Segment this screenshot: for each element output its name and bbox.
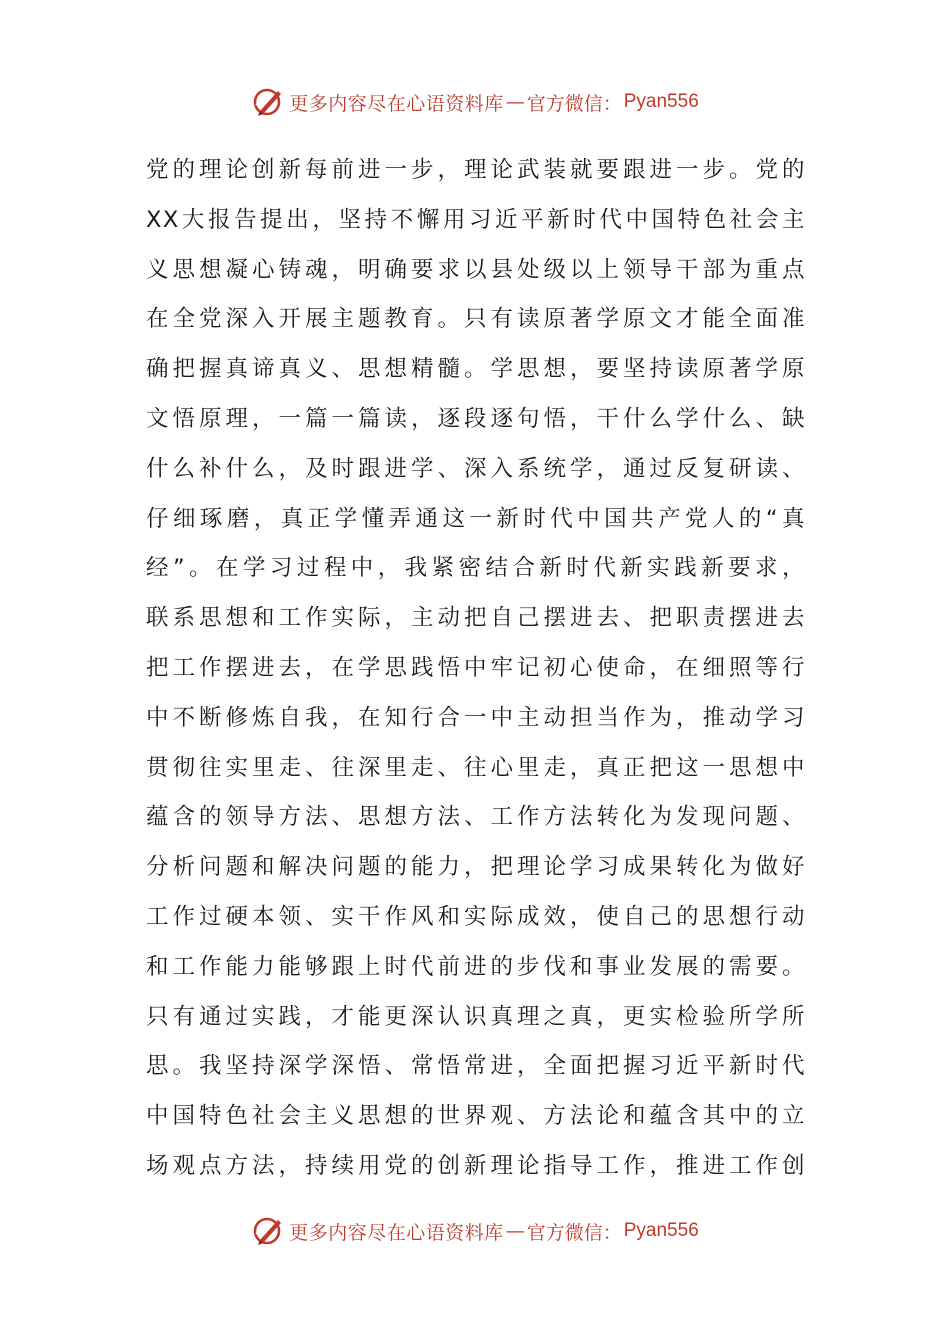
- body-line: 中不断修炼自我，在知行合一中主动担当作为，推动学习: [146, 704, 806, 731]
- header-banner-text: 更多内容尽在心语资料库: [289, 92, 504, 115]
- header-banner-dash: —: [505, 91, 525, 113]
- body-line: 场观点方法，持续用党的创新理论指导工作，推进工作创: [146, 1152, 806, 1179]
- body-line: 联系思想和工作实际，主动把自己摆进去、把职责摆进去: [146, 605, 806, 632]
- pen-circle-logo-icon: [251, 85, 285, 119]
- body-line: 和工作能力能够跟上时代前进的步伐和事业发展的需要。: [146, 953, 806, 980]
- footer-banner-dash: —: [505, 1220, 525, 1242]
- header-wechat-id: Pyan556: [623, 91, 699, 112]
- body-line: 分析问题和解决问题的能力，把理论学习成果转化为做好: [146, 854, 806, 881]
- body-line: 仔细琢磨，真正学懂弄通这一新时代中国共产党人的“真: [146, 505, 806, 532]
- body-line: 把工作摆进去，在学思践悟中牢记初心使命，在细照等行: [146, 654, 806, 681]
- body-line: 文悟原理，一篇一篇读，逐段逐句悟，干什么学什么、缺: [146, 405, 806, 432]
- body-line: 只有通过实践，才能更深认识真理之真，更实检验所学所: [146, 1003, 806, 1030]
- body-line: 贯彻往实里走、往深里走、往心里走，真正把这一思想中: [146, 754, 806, 781]
- header-watermark-banner: [0, 82, 950, 122]
- body-line: 工作过硬本领、实干作风和实际成效，使自己的思想行动: [146, 903, 806, 930]
- footer-watermark-banner: [0, 1211, 950, 1251]
- body-line: 义思想凝心铸魂，明确要求以县处级以上领导干部为重点: [146, 256, 806, 283]
- body-line: 蕴含的领导方法、思想方法、工作方法转化为发现问题、: [146, 804, 806, 831]
- footer-wechat-id: Pyan556: [623, 1220, 699, 1241]
- body-line: 确把握真谛真义、思想精髓。学思想，要坚持读原著学原: [146, 356, 806, 383]
- body-line: XX大报告提出，坚持不懈用习近平新时代中国特色社会主: [146, 206, 806, 233]
- body-line: 思。我坚持深学深悟、常悟常进，全面把握习近平新时代: [146, 1053, 806, 1080]
- body-line: 经”。在学习过程中，我紧密结合新时代新实践新要求，: [146, 555, 806, 582]
- header-wechat-label: 官方微信：: [526, 92, 622, 115]
- pen-circle-logo-icon: [251, 1214, 285, 1248]
- body-line: 什么补什么，及时跟进学、深入系统学，通过反复研读、: [146, 455, 806, 482]
- body-line: 党的理论创新每前进一步，理论武装就要跟进一步。党的: [146, 157, 806, 183]
- footer-wechat-label: 官方微信：: [526, 1221, 622, 1244]
- document-body: [146, 146, 806, 1192]
- body-line: 在全党深入开展主题教育。只有读原著学原文才能全面准: [146, 306, 806, 333]
- body-line: 中国特色社会主义思想的世界观、方法论和蕴含其中的立: [146, 1103, 806, 1130]
- footer-banner-text: 更多内容尽在心语资料库: [289, 1221, 504, 1244]
